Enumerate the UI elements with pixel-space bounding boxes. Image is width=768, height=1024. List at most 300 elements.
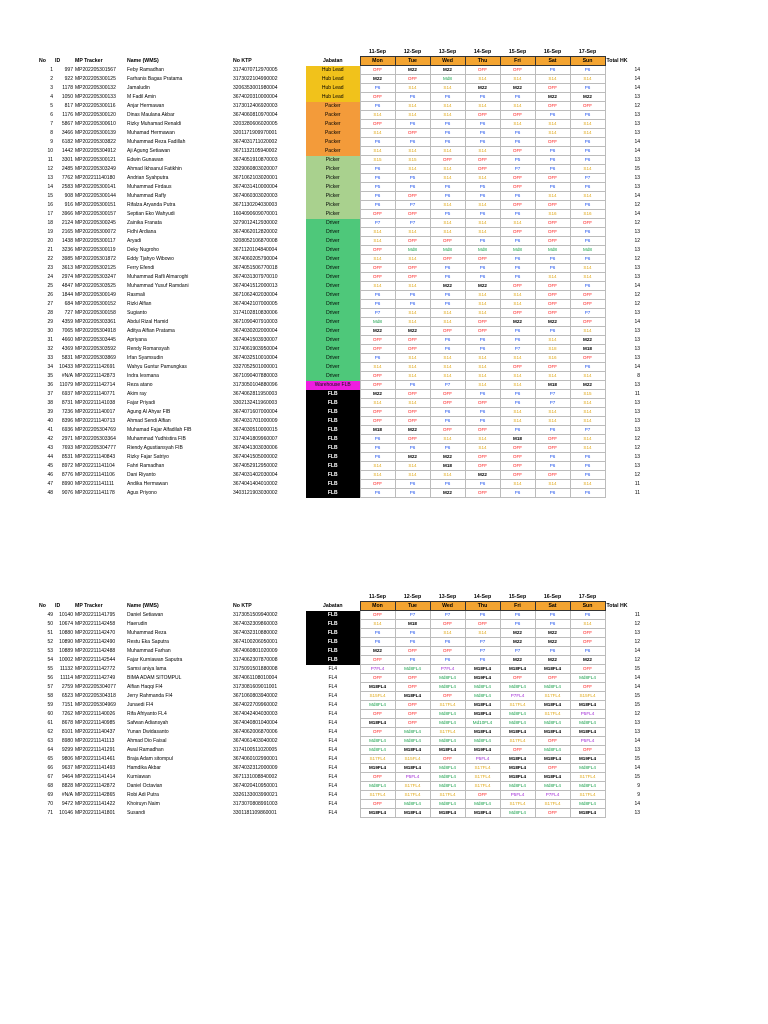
row-number: 21 <box>47 247 53 253</box>
shift-cell: M22 <box>570 336 605 345</box>
shift-cell: S14 <box>465 147 500 156</box>
day-header: Tue <box>395 602 430 611</box>
row-number: 38 <box>47 400 53 406</box>
employee-id: 5831 <box>61 355 73 361</box>
jabatan-cell: Driver <box>306 237 360 246</box>
jabatan-cell: FL4 <box>328 666 338 672</box>
row-number: 57 <box>47 684 53 690</box>
shift-cell: S14 <box>360 237 395 246</box>
total-hk: 14 <box>634 283 640 289</box>
table-row <box>38 755 646 764</box>
shift-cell: M22 <box>395 327 430 336</box>
ktp-number: 3674051506770018 <box>233 265 278 271</box>
employee-name: Anjar Hermawan <box>127 103 165 109</box>
shift-cell: M22 <box>535 629 570 638</box>
jabatan-cell: FLB <box>306 489 360 498</box>
jabatan-cell: Driver <box>306 219 360 228</box>
shift-cell: S17FL4 <box>570 791 605 800</box>
ktp-number: 3671062103020001 <box>233 175 278 181</box>
mp-tracker: MP202211142772 <box>75 666 116 672</box>
shift-cell: P6 <box>430 120 465 129</box>
shift-cell: OFF <box>430 692 465 701</box>
shift-cell: P6 <box>465 129 500 138</box>
mp-tracker: MP202205301567 <box>75 67 116 73</box>
total-hk: 12 <box>634 292 640 298</box>
shift-cell: P6 <box>430 300 465 309</box>
shift-cell: M18FL4 <box>465 809 500 818</box>
total-hk: 14 <box>634 684 640 690</box>
mp-tracker: MP202211142490 <box>75 639 116 645</box>
shift-cell: S14 <box>395 255 430 264</box>
table-row <box>38 93 646 102</box>
shift-cell: OFF <box>430 647 465 656</box>
mp-tracker: MP202205302125 <box>75 265 116 271</box>
mp-tracker: MP202205300245 <box>75 220 116 226</box>
shift-cell: Md8FL4 <box>360 701 395 710</box>
jabatan-cell: Driver <box>306 300 360 309</box>
shift-cell: S14 <box>465 381 500 390</box>
row-number: 30 <box>47 328 53 334</box>
ktp-number: 3206353001980004 <box>233 85 278 91</box>
shift-cell: P6 <box>570 471 605 480</box>
row-number: 24 <box>47 274 53 280</box>
shift-cell: M19FL4 <box>360 764 395 773</box>
shift-cell: S14 <box>395 282 430 291</box>
ktp-number: 3671130204030003 <box>233 202 278 208</box>
mp-tracker: MP202205300152 <box>75 301 116 307</box>
shift-cell: M22 <box>465 84 500 93</box>
total-hk: 12 <box>634 220 640 226</box>
shift-cell: OFF <box>570 746 605 755</box>
shift-cell: P6 <box>395 183 430 192</box>
shift-cell: OFF <box>500 471 535 480</box>
shift-cell: P6 <box>430 264 465 273</box>
shift-cell: M18 <box>395 620 430 629</box>
employee-id: 8980 <box>61 738 73 744</box>
row-number: 14 <box>47 184 53 190</box>
table-row <box>38 309 646 318</box>
mp-tracker: MP202211141111 <box>75 481 115 487</box>
shift-cell: P6 <box>395 629 430 638</box>
shift-cell: P6 <box>500 210 535 219</box>
shift-cell: P7 <box>360 309 395 318</box>
shift-cell: M18 <box>535 381 570 390</box>
table-row <box>38 390 646 399</box>
mp-tracker: MP202211141795 <box>75 612 116 618</box>
table-row <box>38 273 646 282</box>
shift-cell: OFF <box>360 611 395 620</box>
shift-cell: S14 <box>395 309 430 318</box>
ktp-number: 3174102810830006 <box>233 310 278 316</box>
row-number: 25 <box>47 283 53 289</box>
shift-cell: S14 <box>500 219 535 228</box>
jabatan-cell: FL4 <box>328 675 338 681</box>
shift-cell: S14 <box>570 444 605 453</box>
shift-cell: S14 <box>430 111 465 120</box>
table-row <box>38 291 646 300</box>
shift-cell: P7 <box>430 611 465 620</box>
day-header: Fri <box>500 57 535 66</box>
employee-name: Akim ray <box>127 391 147 397</box>
shift-cell: P6 <box>465 273 500 282</box>
shift-cell: OFF <box>535 300 570 309</box>
total-hk: 12 <box>634 436 640 442</box>
shift-cell: OFF <box>430 399 465 408</box>
shift-cell: S14 <box>465 300 500 309</box>
ktp-number: 3674032309860003 <box>233 621 278 627</box>
day-header: Wed <box>430 602 465 611</box>
employee-id: 3301 <box>61 157 73 163</box>
table-row <box>38 674 646 683</box>
employee-name: Yunan Dwidasanto <box>127 729 169 735</box>
total-hk: 14 <box>634 765 640 771</box>
table-row <box>38 282 646 291</box>
row-number: 43 <box>47 445 53 451</box>
employee-id: 2759 <box>61 684 73 690</box>
date-header: 16-Sep <box>543 49 562 55</box>
shift-cell: P6 <box>535 489 570 498</box>
ktp-number: 3173051509940002 <box>233 612 278 618</box>
shift-cell: P7FL4 <box>500 692 535 701</box>
shift-cell: S14 <box>360 620 395 629</box>
employee-id: 2124 <box>61 220 73 226</box>
table-row <box>38 638 646 647</box>
shift-cell: OFF <box>465 620 500 629</box>
column-header-row <box>38 602 646 611</box>
shift-cell: P5FL4 <box>465 755 500 764</box>
row-number: 9 <box>50 139 53 145</box>
shift-cell: P6 <box>465 417 500 426</box>
shift-cell: S14 <box>395 228 430 237</box>
shift-cell: P6 <box>430 444 465 453</box>
total-hk: 13 <box>634 94 640 100</box>
shift-cell: M18FL4 <box>430 746 465 755</box>
employee-id: 3985 <box>61 256 73 262</box>
shift-cell: P6 <box>360 138 395 147</box>
shift-cell: M22 <box>570 381 605 390</box>
shift-cell: OFF <box>360 273 395 282</box>
mp-tracker: MP202211142470 <box>75 630 116 636</box>
col-no: No <box>39 58 46 64</box>
total-hk: 14 <box>634 319 640 325</box>
shift-cell: S14 <box>430 372 465 381</box>
shift-cell: OFF <box>535 444 570 453</box>
ktp-number: 3174041809960007 <box>233 436 278 442</box>
ktp-number: 3671062402030004 <box>233 292 278 298</box>
shift-cell: Md8FL4 <box>395 728 430 737</box>
employee-name: Muhammad Reza <box>127 630 167 636</box>
employee-id: 6936 <box>61 427 73 433</box>
table-row <box>38 300 646 309</box>
shift-cell: P6 <box>395 120 430 129</box>
shift-cell: OFF <box>360 246 395 255</box>
shift-cell: OFF <box>465 318 500 327</box>
employee-id: #N/A <box>61 792 73 798</box>
employee-id: 4660 <box>61 337 73 343</box>
total-hk: 15 <box>634 666 640 672</box>
table-row <box>38 318 646 327</box>
total-hk: 13 <box>634 409 640 415</box>
shift-cell: OFF <box>570 300 605 309</box>
day-header: Sun <box>570 57 605 66</box>
shift-cell: P6 <box>570 647 605 656</box>
ktp-number: 3174061903950004 <box>233 346 278 352</box>
jabatan-cell: Packer <box>306 138 360 147</box>
jabatan-cell: FL4 <box>328 747 338 753</box>
shift-cell: P6 <box>570 228 605 237</box>
jabatan-cell: FL4 <box>328 729 338 735</box>
jabatan-cell: FL4 <box>328 774 338 780</box>
shift-cell: OFF <box>500 111 535 120</box>
ktp-number: 3173070808991003 <box>233 801 278 807</box>
employee-id: 922 <box>64 76 73 82</box>
shift-cell: P7 <box>395 219 430 228</box>
shift-cell: P6 <box>430 656 465 665</box>
shift-cell: P5 <box>430 210 465 219</box>
jabatan-cell: Driver <box>306 246 360 255</box>
shift-cell: S14 <box>535 372 570 381</box>
ktp-number: 3674071607000004 <box>233 409 278 415</box>
employee-name: Zainika Franata <box>127 220 162 226</box>
shift-cell: P6 <box>570 255 605 264</box>
date-header: 13-Sep <box>438 49 457 55</box>
total-hk: 13 <box>634 729 640 735</box>
total-hk: 14 <box>634 76 640 82</box>
ktp-number: 3674031711020002 <box>233 139 278 145</box>
table-row <box>38 692 646 701</box>
employee-id: 10890 <box>59 639 73 645</box>
total-hk: 14 <box>634 364 640 370</box>
mp-tracker: MP202205303822 <box>75 139 116 145</box>
shift-cell: S17FL4 <box>395 791 430 800</box>
shift-cell: S14 <box>570 399 605 408</box>
shift-cell: Md8FL4 <box>535 782 570 791</box>
row-number: 8 <box>50 130 53 136</box>
shift-cell: P6 <box>500 255 535 264</box>
total-hk: 13 <box>634 265 640 271</box>
row-number: 55 <box>47 666 53 672</box>
shift-cell: P6 <box>465 93 500 102</box>
mp-tracker: MP202211141291 <box>75 747 116 753</box>
mp-tracker: MP202205304777 <box>75 445 116 451</box>
total-hk: 13 <box>634 310 640 316</box>
table-row <box>38 611 646 620</box>
total-hk: 12 <box>634 301 640 307</box>
shift-cell: S18 <box>535 345 570 354</box>
shift-cell: S14 <box>395 462 430 471</box>
shift-cell: P6 <box>360 300 395 309</box>
shift-cell: P6 <box>395 138 430 147</box>
shift-cell: P6 <box>430 273 465 282</box>
table-row <box>38 345 646 354</box>
date-header: 12-Sep <box>403 49 422 55</box>
ktp-number: 3173012406920003 <box>233 103 278 109</box>
jabatan-cell: FL4 <box>328 765 338 771</box>
shift-cell: P6 <box>535 426 570 435</box>
shift-cell: M22 <box>395 453 430 462</box>
shift-cell: M22 <box>395 426 430 435</box>
employee-name: Muhammad Firdaus <box>127 184 172 190</box>
shift-cell: S14 <box>500 480 535 489</box>
shift-cell: Md8FL4 <box>465 683 500 692</box>
table-row <box>38 111 646 120</box>
shift-cell: OFF <box>395 674 430 683</box>
mp-tracker: MP202205304318 <box>75 693 116 699</box>
shift-cell: S14 <box>570 120 605 129</box>
shift-cell: M22 <box>430 282 465 291</box>
shift-cell: P6 <box>570 462 605 471</box>
employee-id: 727 <box>64 310 73 316</box>
shift-cell: OFF <box>465 791 500 800</box>
shift-cell: P6 <box>430 93 465 102</box>
shift-cell: OFF <box>465 255 500 264</box>
row-number: 65 <box>47 756 53 762</box>
shift-cell: S14 <box>570 75 605 84</box>
shift-cell: P6 <box>500 399 535 408</box>
shift-cell: OFF <box>360 417 395 426</box>
shift-cell: Md8FL4 <box>360 746 395 755</box>
table-row <box>38 444 646 453</box>
total-hk: 14 <box>634 738 640 744</box>
shift-cell: OFF <box>430 755 465 764</box>
ktp-number: 3674042107000005 <box>233 301 278 307</box>
shift-cell: OFF <box>395 435 430 444</box>
table-row <box>38 453 646 462</box>
shift-cell: M18FL4 <box>360 809 395 818</box>
shift-cell: S14 <box>430 147 465 156</box>
jabatan-cell: FL4 <box>328 756 338 762</box>
shift-cell: OFF <box>535 435 570 444</box>
employee-name: Safwan Adiansyah <box>127 720 169 726</box>
shift-cell: S17FL4 <box>535 800 570 809</box>
shift-cell: S14 <box>360 471 395 480</box>
shift-cell: P6 <box>465 237 500 246</box>
mp-tracker: MP202205303869 <box>75 355 116 361</box>
date-header: 16-Sep <box>543 594 562 600</box>
row-number: 26 <box>47 292 53 298</box>
total-hk: 13 <box>634 328 640 334</box>
total-hk: 13 <box>634 184 640 190</box>
shift-cell: OFF <box>395 273 430 282</box>
total-hk: 8 <box>637 373 640 379</box>
row-number: 60 <box>47 711 53 717</box>
shift-cell: Md8 <box>465 246 500 255</box>
row-number: 39 <box>47 409 53 415</box>
col-tracker: MP Tracker <box>75 603 103 609</box>
ktp-number: 3327052501000001 <box>233 364 278 370</box>
mp-tracker: MP202211141104 <box>75 463 115 469</box>
table-row <box>38 719 646 728</box>
shift-cell: P6 <box>500 273 535 282</box>
shift-cell: P5FL4 <box>570 710 605 719</box>
shift-cell: S16 <box>535 354 570 363</box>
employee-name: Daniel Octavian <box>127 783 163 789</box>
employee-id: 11114 <box>60 675 73 681</box>
shift-cell: OFF <box>500 462 535 471</box>
jabatan-cell: FLB <box>306 629 360 638</box>
date-header: 11-Sep <box>368 594 387 600</box>
employee-name: Aryadi <box>127 238 142 244</box>
jabatan-cell: Packer <box>306 111 360 120</box>
table-row <box>38 228 646 237</box>
total-hk: 12 <box>634 639 640 645</box>
shift-cell: M22 <box>535 93 570 102</box>
row-number: 22 <box>47 256 53 262</box>
shift-cell: P6 <box>465 390 500 399</box>
shift-cell: P6 <box>395 638 430 647</box>
shift-cell: P6 <box>570 156 605 165</box>
jabatan-cell: Packer <box>306 129 360 138</box>
shift-cell: OFF <box>360 336 395 345</box>
jabatan-cell: Picker <box>306 201 360 210</box>
shift-cell: P6 <box>500 93 535 102</box>
shift-cell: S14 <box>570 273 605 282</box>
shift-cell: M18FL4 <box>570 701 605 710</box>
shift-cell: OFF <box>570 683 605 692</box>
shift-cell: OFF <box>395 417 430 426</box>
total-hk: 15 <box>634 774 640 780</box>
employee-name: Robi Adi Putra <box>127 792 159 798</box>
row-number: 12 <box>47 166 53 172</box>
shift-cell: S14 <box>500 354 535 363</box>
jabatan-cell: FL4 <box>328 783 338 789</box>
jabatan-cell: Picker <box>306 210 360 219</box>
table-row <box>38 683 646 692</box>
employee-id: 684 <box>64 301 73 307</box>
shift-cell: P7 <box>395 611 430 620</box>
shift-cell: S14 <box>570 129 605 138</box>
shift-cell: S14 <box>465 629 500 638</box>
shift-cell: OFF <box>535 219 570 228</box>
mp-tracker: MP202205303249 <box>75 166 116 172</box>
shift-cell: P6 <box>430 638 465 647</box>
shift-cell: OFF <box>535 363 570 372</box>
shift-cell: P6 <box>430 291 465 300</box>
shift-cell: P6 <box>360 453 395 462</box>
mp-tracker: MP202211141038 <box>75 400 116 406</box>
shift-cell: P5 <box>395 174 430 183</box>
shift-cell: OFF <box>360 264 395 273</box>
ktp-number: 3674062012820002 <box>233 229 278 235</box>
employee-id: 2583 <box>61 184 73 190</box>
jabatan-cell: Driver <box>306 318 360 327</box>
shift-cell: OFF <box>500 147 535 156</box>
shift-cell: S17FL4 <box>500 701 535 710</box>
mp-tracker: MP202205304077 <box>75 684 116 690</box>
shift-cell: P6 <box>500 426 535 435</box>
shift-cell: S14 <box>535 336 570 345</box>
shift-cell: OFF <box>570 354 605 363</box>
shift-cell: M18FL4 <box>500 764 535 773</box>
shift-cell: S14 <box>430 102 465 111</box>
date-header: 15-Sep <box>508 594 527 600</box>
shift-cell: M22 <box>570 656 605 665</box>
shift-cell: OFF <box>500 174 535 183</box>
ktp-number: 3674020310000004 <box>233 94 278 100</box>
employee-id: 9472 <box>61 801 73 807</box>
shift-cell: OFF <box>395 192 430 201</box>
mp-tracker: MP202211142872 <box>75 783 116 789</box>
total-hk: 13 <box>634 463 640 469</box>
shift-cell: S15FL4 <box>570 692 605 701</box>
employee-id: 9076 <box>61 490 73 496</box>
ktp-number: 3203280606020005 <box>233 121 278 127</box>
shift-cell: S14 <box>465 363 500 372</box>
shift-cell: S14 <box>360 255 395 264</box>
shift-cell: M22 <box>360 390 395 399</box>
employee-name: BIMA ADAM SITOMPUL <box>127 675 182 681</box>
table-row <box>38 381 646 390</box>
